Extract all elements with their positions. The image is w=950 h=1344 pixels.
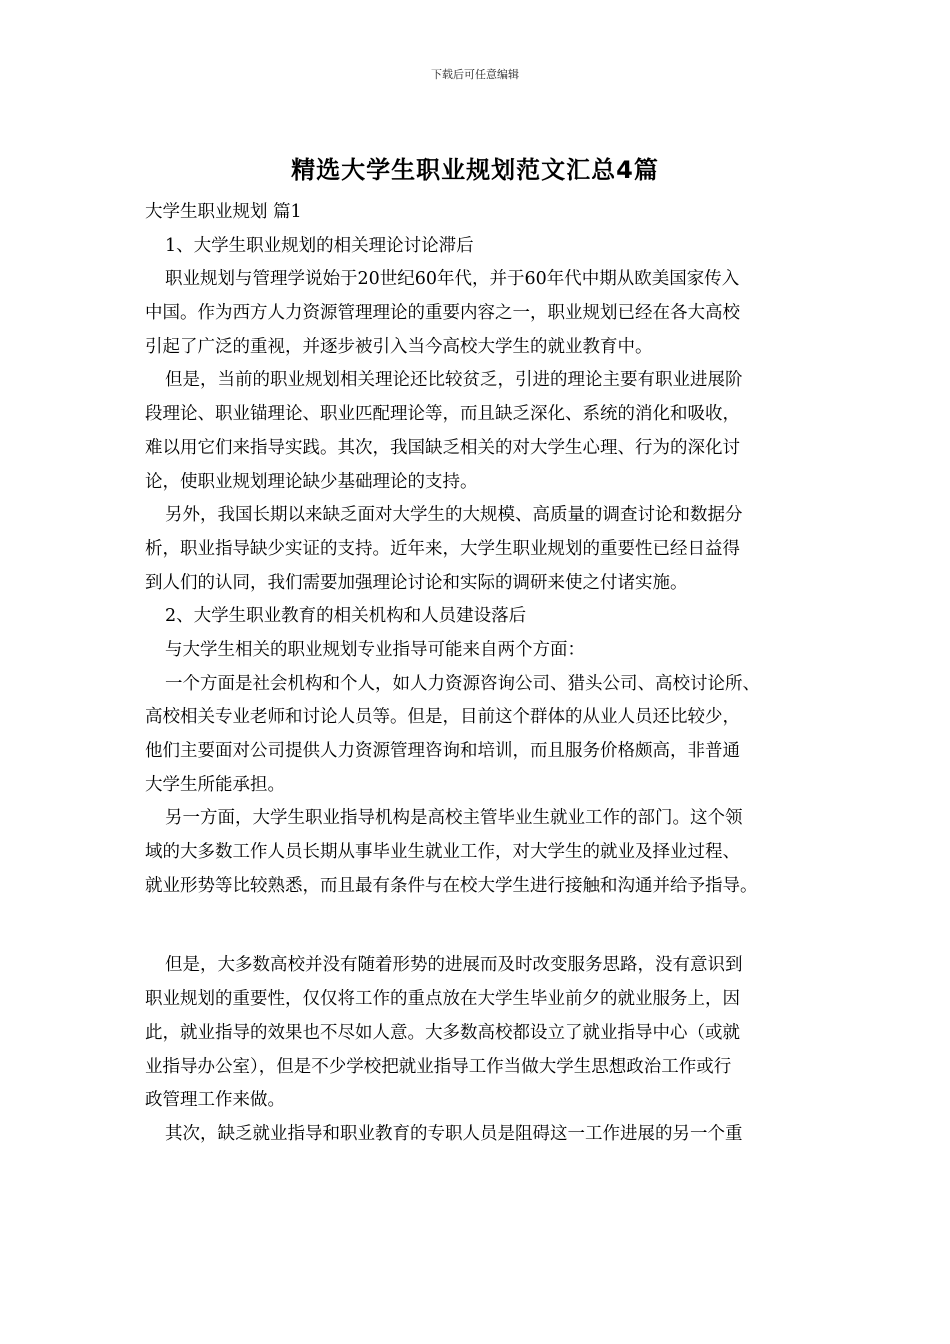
paragraph-line: 段理论、职业锚理论、职业匹配理论等，而且缺乏深化、系统的消化和吸收，: [145, 404, 740, 425]
paragraph-line: 难以用它们来指导实践。其次，我国缺乏相关的对大学生心理、行为的深化讨: [145, 437, 740, 458]
paragraph-5: [145, 668, 835, 803]
paragraph-6: [145, 802, 835, 903]
paragraph-1: [145, 263, 835, 364]
paragraph-line: 到人们的认同，我们需要加强理论讨论和实际的调研来使之付诸实施。: [145, 572, 688, 593]
paragraph-line: 职业规划与管理学说始于20世纪60年代，并于60年代中期从欧美国家传入: [165, 269, 740, 290]
paragraph-line: 中国。作为西方人力资源管理理论的重要内容之一，职业规划已经在各大高校: [145, 303, 740, 324]
paragraph-3: [145, 499, 835, 600]
paragraph-line: 其次，缺乏就业指导和职业教育的专职人员是阻碍这一工作进展的另一个重: [165, 1123, 743, 1144]
paragraph-line: 此，就业指导的效果也不尽如人意。大多数高校都设立了就业指导中心（或就: [145, 1022, 740, 1043]
paragraph-line: 与大学生相关的职业规划专业指导可能来自两个方面：: [165, 639, 585, 660]
paragraph-line: 论，使职业规划理论缺少基础理论的支持。: [145, 471, 478, 492]
paragraph-line: 另一方面，大学生职业指导机构是高校主管毕业生就业工作的部门。这个领: [165, 808, 743, 829]
paragraph-line: 但是，当前的职业规划相关理论还比较贫乏，引进的理论主要有职业进展阶: [165, 370, 743, 391]
document-body: [145, 196, 835, 1152]
section-label: 大学生职业规划 篇1: [145, 202, 302, 222]
paragraph-line: 他们主要面对公司提供人力资源管理咨询和培训，而且服务价格颇高，非普通: [145, 741, 740, 761]
paragraph-spacer: [145, 903, 835, 949]
paragraph-8: [145, 1118, 835, 1152]
paragraph-line: 一个方面是社会机构和个人，如人力资源咨询公司、猎头公司、高校讨论所、: [165, 673, 760, 694]
paragraph-7: [145, 949, 835, 1117]
paragraph-line: 引起了广泛的重视，并逐步被引入当今高校大学生的就业教育中。: [145, 336, 653, 357]
heading-2: 2、大学生职业教育的相关机构和人员建设落后: [165, 606, 527, 627]
paragraph-2: [145, 364, 835, 499]
document-title: 精选大学生职业规划范文汇总4篇: [291, 156, 659, 184]
paragraph-line: 职业规划的重要性，仅仅将工作的重点放在大学生毕业前夕的就业服务上，因: [145, 989, 740, 1010]
paragraph-line: 业指导办公室），但是不少学校把就业指导工作当做大学生思想政治工作或行: [145, 1056, 732, 1077]
paragraph-line: 但是，大多数高校并没有随着形势的进展而及时改变服务思路，没有意识到: [165, 955, 743, 976]
paragraph-line: 就业形势等比较熟悉，而且最有条件与在校大学生进行接触和沟通并给予指导。: [145, 875, 758, 896]
paragraph-4: [145, 634, 835, 668]
paragraph-line: 域的大多数工作人员长期从事毕业生就业工作，对大学生的就业及择业过程、: [145, 842, 740, 863]
heading-1: 1、大学生职业规划的相关理论讨论滞后: [165, 235, 474, 256]
paragraph-line: 高校相关专业老师和讨论人员等。但是，目前这个群体的从业人员还比较少，: [145, 707, 740, 728]
paragraph-line: 另外，我国长期以来缺乏面对大学生的大规模、高质量的调查讨论和数据分: [165, 505, 743, 526]
header-note: 下载后可任意编辑: [431, 68, 519, 81]
paragraph-line: 析，职业指导缺少实证的支持。近年来，大学生职业规划的重要性已经日益得: [145, 538, 740, 559]
paragraph-line: 政管理工作来做。: [145, 1090, 285, 1111]
paragraph-line: 大学生所能承担。: [145, 774, 285, 795]
